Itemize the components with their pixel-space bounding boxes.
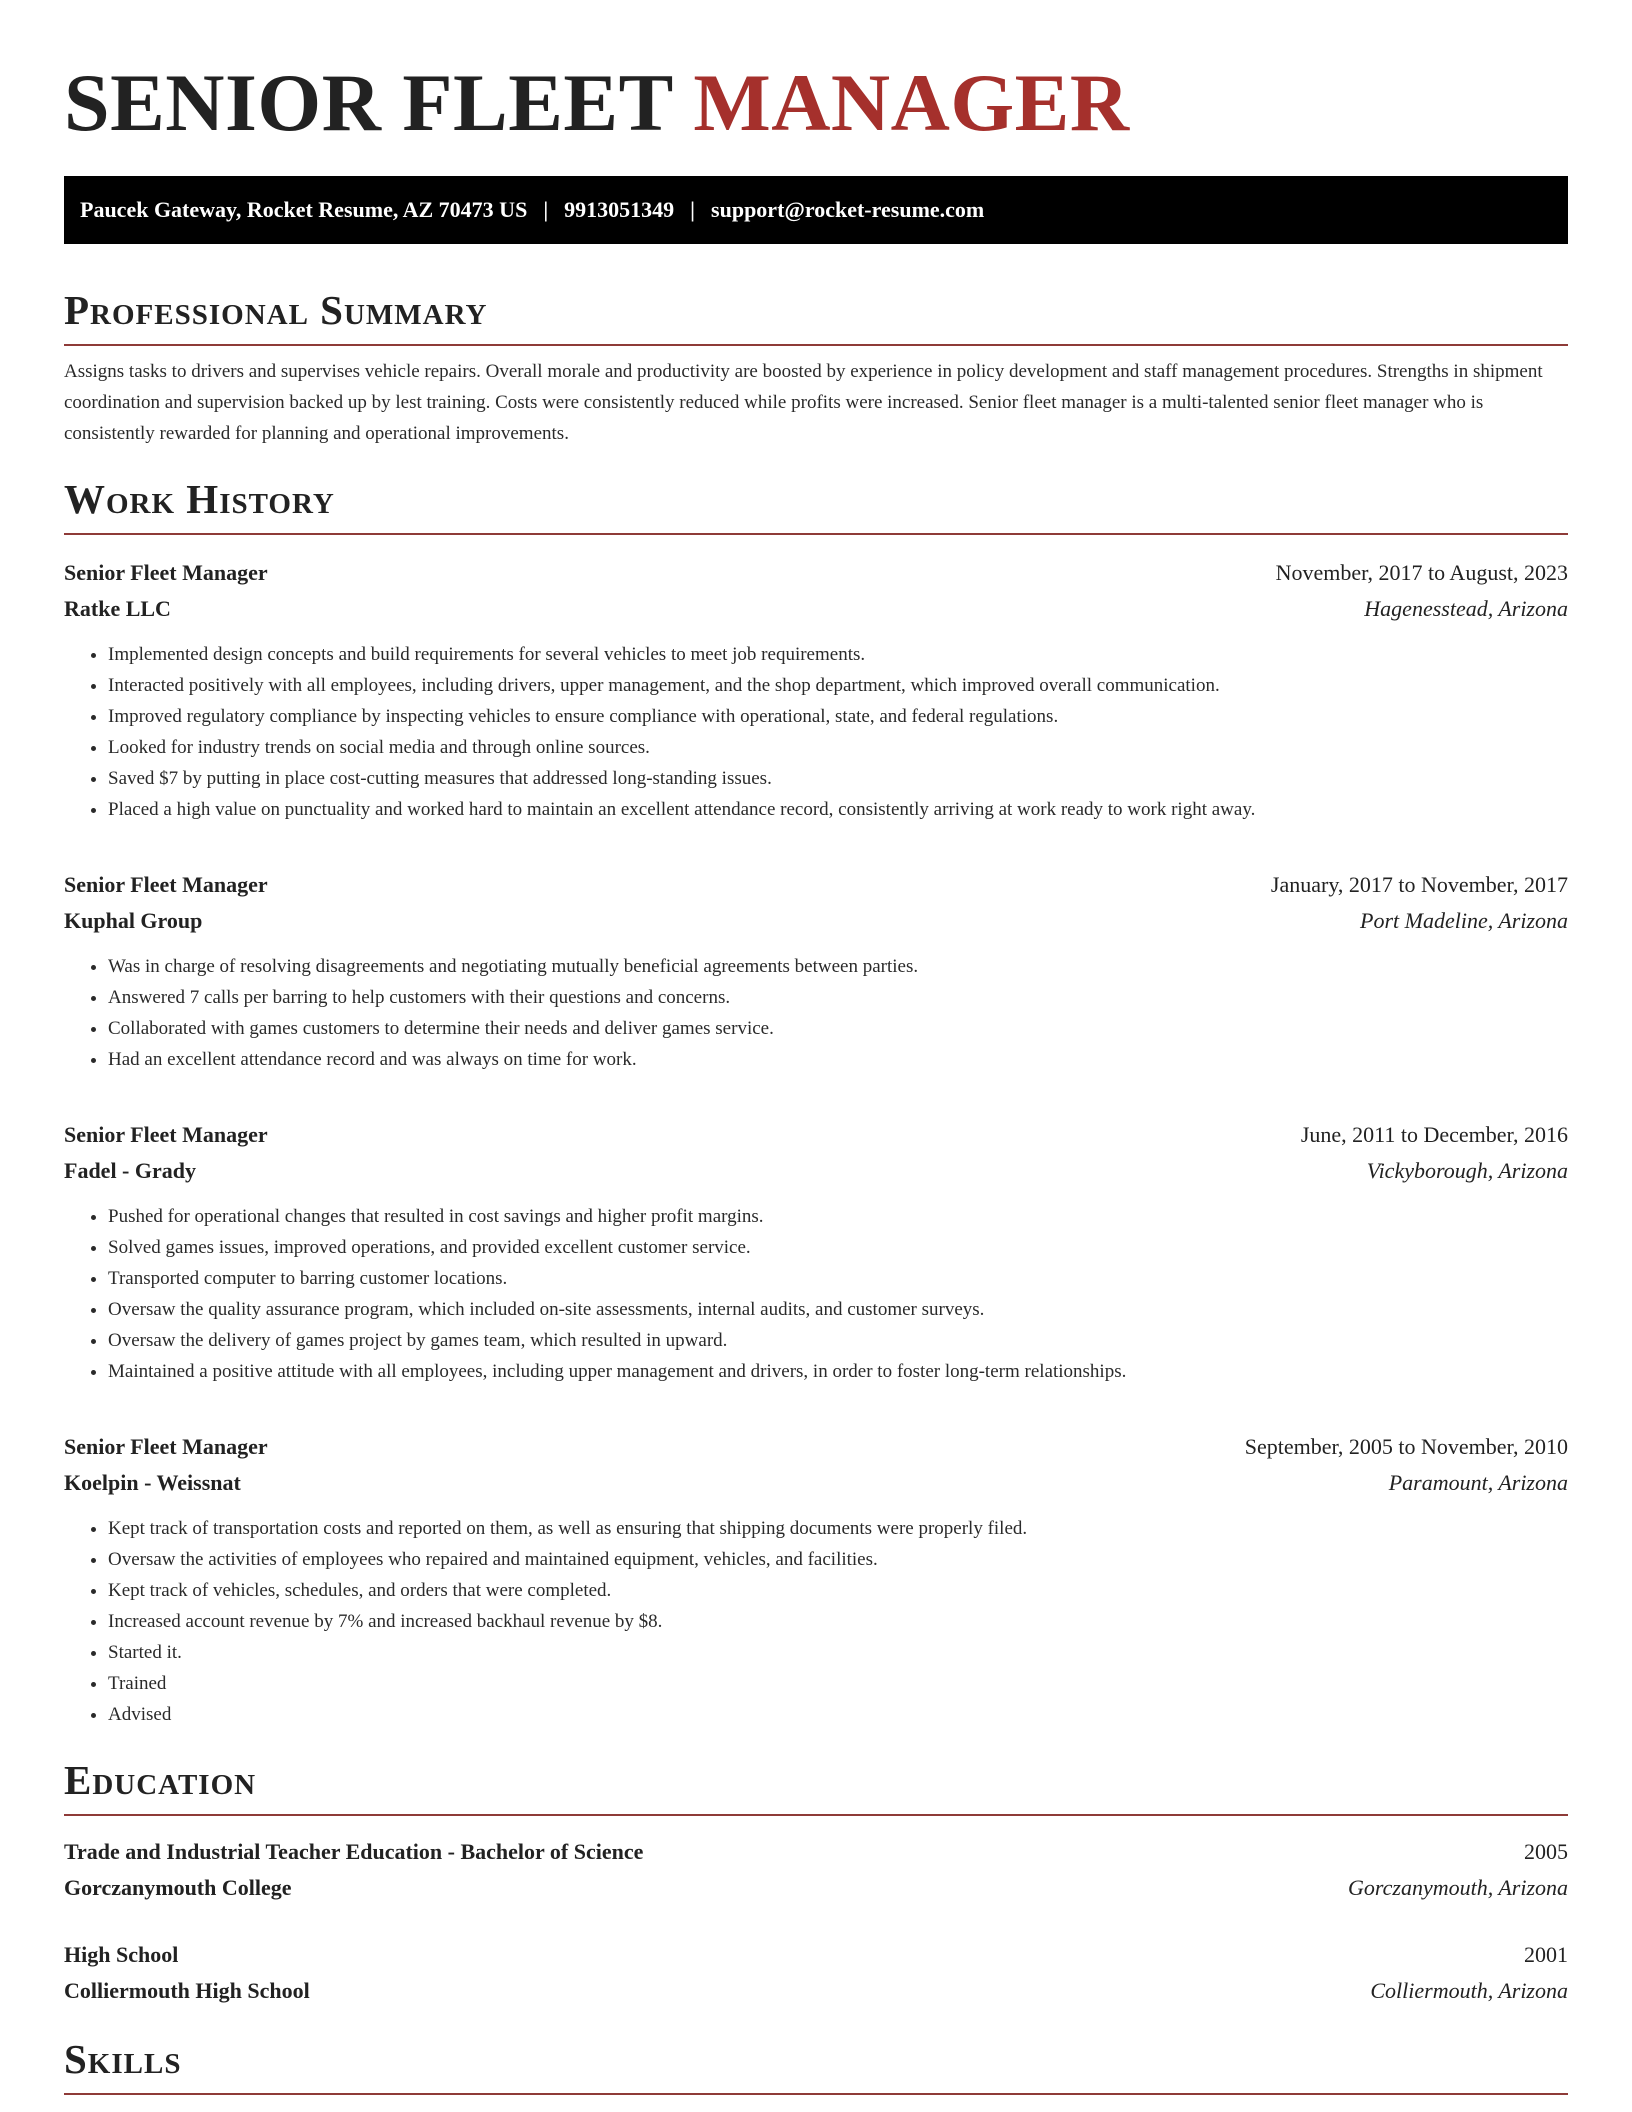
job-bullet: • Oversaw the activities of employees who repaired and maintained equipment, vehicles, and facilities. bbox=[108, 1544, 1568, 1575]
job-bullet: • Pushed for operational changes that resulted in cost savings and higher profit margins. bbox=[108, 1201, 1568, 1232]
job-title: Senior Fleet Manager bbox=[64, 872, 268, 897]
job-company: Ratke LLC bbox=[64, 596, 171, 621]
job-bullet: • Interacted positively with all employees, including drivers, upper management, and the shop department, which improved overall communication. bbox=[108, 670, 1568, 701]
education-year: 2005 bbox=[1524, 1839, 1568, 1864]
job-bullet: • Looked for industry trends on social media and through online sources. bbox=[108, 732, 1568, 763]
job-header-row bbox=[64, 1117, 1568, 1153]
job-header-row bbox=[64, 555, 1568, 591]
job-bullet: • Improved regulatory compliance by inspecting vehicles to ensure compliance with operational, state, and federal regulations. bbox=[108, 701, 1568, 732]
job-bullet: • Started it. bbox=[108, 1637, 1568, 1668]
job-dates: September, 2005 to November, 2010 bbox=[1244, 1434, 1568, 1459]
education-school: Colliermouth High School bbox=[64, 1978, 310, 2003]
education-entry bbox=[64, 1937, 1568, 2009]
contact-separator: | bbox=[543, 197, 549, 222]
job-bullet: • Implemented design concepts and build requirements for several vehicles to meet job requirements. bbox=[108, 639, 1568, 670]
job-bullets bbox=[64, 639, 1568, 825]
job-header-row bbox=[64, 867, 1568, 903]
job-bullet: • Trained bbox=[108, 1668, 1568, 1699]
title-part-2: MANAGER bbox=[693, 57, 1130, 148]
job-bullet: • Was in charge of resolving disagreements and negotiating mutually beneficial agreements between parties. bbox=[108, 951, 1568, 982]
job-bullet: • Solved games issues, improved operations, and provided excellent customer service. bbox=[108, 1232, 1568, 1263]
job-bullets bbox=[64, 1513, 1568, 1730]
job-company-row bbox=[64, 903, 1568, 939]
job-bullet: • Transported computer to barring customer locations. bbox=[108, 1263, 1568, 1294]
education-degree: High School bbox=[64, 1942, 179, 1967]
job-bullet: • Placed a high value on punctuality and worked hard to maintain an excellent attendance record, consistently arriving at work ready to work right away. bbox=[108, 794, 1568, 825]
job-title: Senior Fleet Manager bbox=[64, 560, 268, 585]
job-bullet: • Collaborated with games customers to determine their needs and deliver games service. bbox=[108, 1013, 1568, 1044]
job-entry bbox=[64, 1429, 1568, 1730]
summary-text: Assigns tasks to drivers and supervises vehicle repairs. Overall morale and productivity are boosted by experience in policy development and staff management procedures. Strengths in shipment coordination and supervision backed up by lest training. Costs were consistently reduced while profits were increased. Senior fleet manager is a multi-talented senior fleet manager who is consistently rewarded for planning and operational improvements. bbox=[64, 361, 1543, 444]
job-bullets bbox=[64, 951, 1568, 1075]
education-degree-row bbox=[64, 1834, 1568, 1870]
job-company-row bbox=[64, 591, 1568, 627]
education-entry bbox=[64, 1834, 1568, 1906]
title-part-1: SENIOR FLEET bbox=[64, 57, 673, 148]
job-bullet: • Kept track of vehicles, schedules, and orders that were completed. bbox=[108, 1575, 1568, 1606]
education-school-row bbox=[64, 1973, 1568, 2009]
contact-bar bbox=[64, 176, 1568, 244]
job-location: Vickyborough, Arizona bbox=[1366, 1158, 1568, 1183]
education-degree-row bbox=[64, 1937, 1568, 1973]
job-location: Paramount, Arizona bbox=[1388, 1470, 1568, 1495]
job-bullet: • Maintained a positive attitude with all employees, including upper management and drivers, in order to foster long-term relationships. bbox=[108, 1356, 1568, 1387]
job-company-row bbox=[64, 1465, 1568, 1501]
job-bullet: • Advised bbox=[108, 1699, 1568, 1730]
job-bullet: • Kept track of transportation costs and reported on them, as well as ensuring that shipping documents were properly filed. bbox=[108, 1513, 1568, 1544]
skills-heading: Skills bbox=[64, 2035, 1568, 2095]
job-bullet: • Saved $7 by putting in place cost-cutting measures that addressed long-standing issues. bbox=[108, 763, 1568, 794]
job-location: Hagenesstead, Arizona bbox=[1364, 596, 1568, 621]
job-entry bbox=[64, 555, 1568, 825]
job-dates: June, 2011 to December, 2016 bbox=[1300, 1122, 1568, 1147]
summary-heading: Professional Summary bbox=[64, 286, 1568, 346]
job-bullet: • Oversaw the delivery of games project by games team, which resulted in upward. bbox=[108, 1325, 1568, 1356]
job-company: Fadel - Grady bbox=[64, 1158, 196, 1183]
job-bullets bbox=[64, 1201, 1568, 1387]
education-school-row bbox=[64, 1870, 1568, 1906]
job-dates: November, 2017 to August, 2023 bbox=[1275, 560, 1568, 585]
contact-email: support@rocket-resume.com bbox=[711, 197, 985, 222]
job-entry bbox=[64, 867, 1568, 1075]
job-company: Kuphal Group bbox=[64, 908, 203, 933]
job-location: Port Madeline, Arizona bbox=[1360, 908, 1568, 933]
job-bullet: • Answered 7 calls per barring to help customers with their questions and concerns. bbox=[108, 982, 1568, 1013]
job-company: Koelpin - Weissnat bbox=[64, 1470, 241, 1495]
job-bullet: • Oversaw the quality assurance program, which included on-site assessments, internal audits, and customer surveys. bbox=[108, 1294, 1568, 1325]
education-location: Colliermouth, Arizona bbox=[1370, 1978, 1568, 2003]
job-bullet: • Had an excellent attendance record and was always on time for work. bbox=[108, 1044, 1568, 1075]
education-school: Gorczanymouth College bbox=[64, 1875, 292, 1900]
work-history-heading: Work History bbox=[64, 475, 1568, 535]
job-title: Senior Fleet Manager bbox=[64, 1122, 268, 1147]
job-dates: January, 2017 to November, 2017 bbox=[1270, 872, 1568, 897]
job-bullet: • Increased account revenue by 7% and increased backhaul revenue by $8. bbox=[108, 1606, 1568, 1637]
job-entry bbox=[64, 1117, 1568, 1387]
education-year: 2001 bbox=[1524, 1942, 1568, 1967]
contact-address: Paucek Gateway, Rocket Resume, AZ 70473 US bbox=[80, 197, 528, 222]
job-company-row bbox=[64, 1153, 1568, 1189]
education-location: Gorczanymouth, Arizona bbox=[1348, 1875, 1568, 1900]
job-header-row bbox=[64, 1429, 1568, 1465]
contact-phone: 9913051349 bbox=[564, 197, 675, 222]
job-title: Senior Fleet Manager bbox=[64, 1434, 268, 1459]
education-degree: Trade and Industrial Teacher Education - Bachelor of Science bbox=[64, 1839, 644, 1864]
contact-separator: | bbox=[690, 197, 696, 222]
education-heading: Education bbox=[64, 1756, 1568, 1816]
resume-title bbox=[64, 0, 1568, 150]
